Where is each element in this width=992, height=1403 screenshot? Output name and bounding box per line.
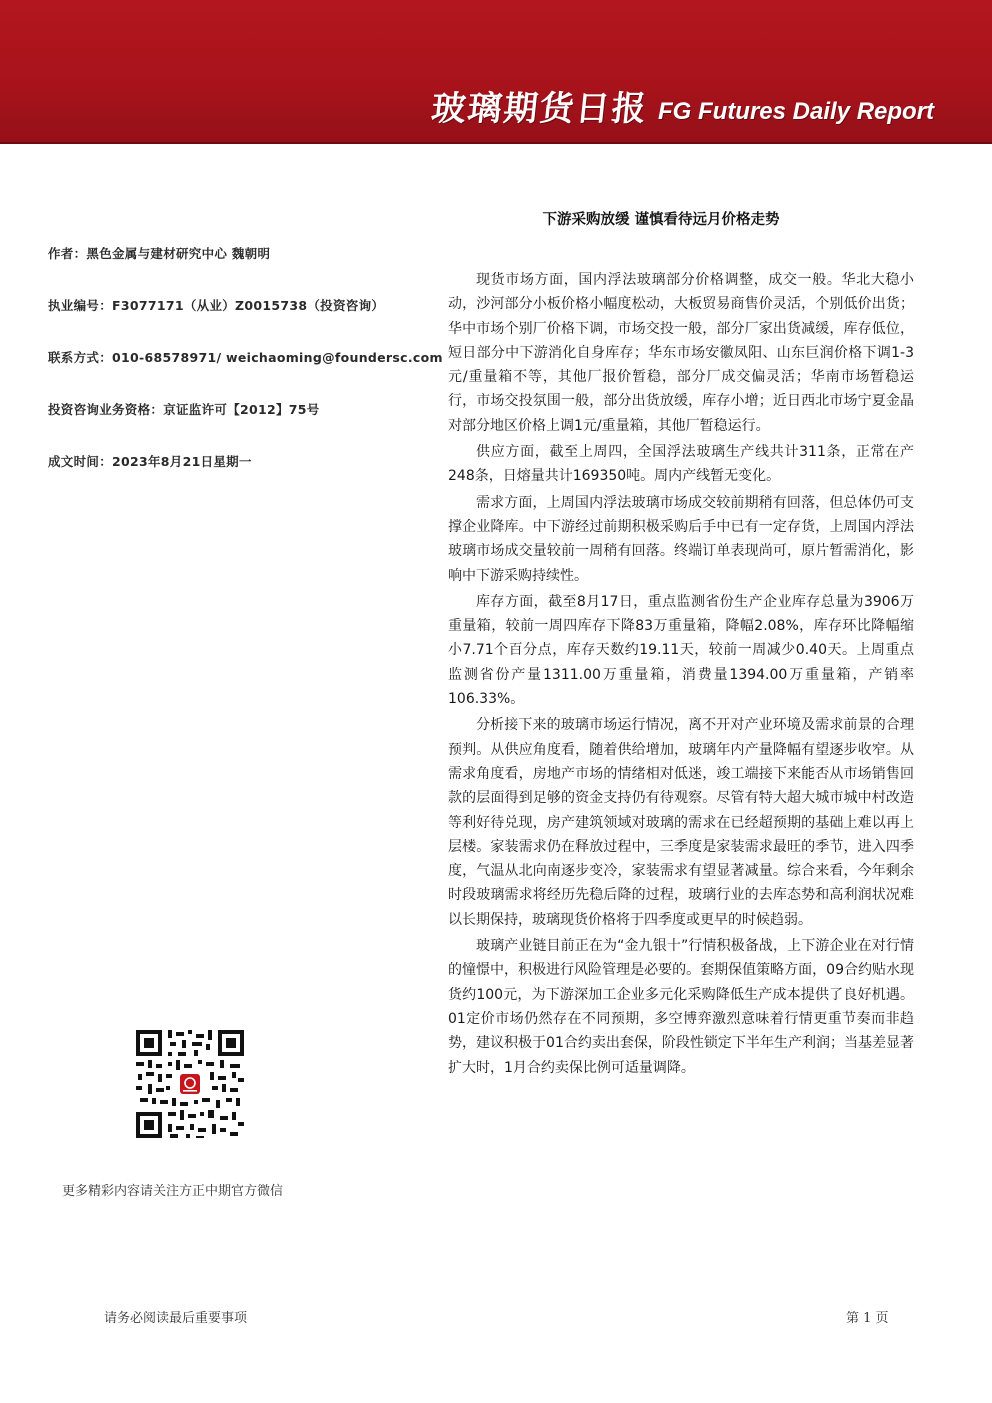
contact-line: 联系方式：010-68578971/ weichaoming@foundersc.com (48, 350, 443, 365)
paragraph-hedging-strategy: 玻璃产业链目前正在为“金九银十”行情积极备战，上下游企业在对行情的憧憬中，积极进行风险管理是必要的。套期保值策略方面，09合约贴水现货约100元，为下游深加工企业多元化采购降低生产成本提供了良好机遇。01定价市场仍然存在不同预期，多空博弈激烈意味着行情更重节奏而非趋势，建议积极于01合约卖出套保，阶段性锁定下半年生产利润；当基差显著扩大时，1月合约卖保比例可适量调降。 (448, 938, 914, 1076)
report-title-cn: 玻璃期货日报 (429, 89, 650, 129)
article-title: 下游采购放缓 谨慎看待远月价格走势 (542, 212, 780, 228)
paragraph-outlook: 分析接下来的玻璃市场运行情况，离不开对产业环境及需求前景的合理预判。从供应角度看，随着供给增加，玻璃年内产量降幅有望逐步收窄。从需求角度看，房地产市场的情绪相对低迷，竣工端接下来能否从市场销售回款的层面得到足够的资金支持仍有待观察。尽管有特大超大城市城中村改造等利好待兑现，房产建筑领域对玻璃的需求在已经超预期的基础上难以再上层楼。家装需求仍在释放过程中，三季度是家装需求最旺的季节，进入四季度，气温从北向南逐步变冷，家装需求有望显著减量。综合来看，今年剩余时段玻璃需求将经历先稳后降的过程，玻璃行业的去库态势和高利润状况难以长期保持，玻璃现货价格将于四季度或更早的时候趋弱。 (448, 717, 914, 928)
qr-caption: 更多精彩内容请关注方正中期官方微信 (62, 1184, 284, 1199)
publish-date-line: 成文时间：2023年8月21日星期一 (48, 454, 252, 469)
page-number: 第 1 页 (846, 1311, 889, 1326)
report-title (429, 86, 935, 130)
qualification-line: 投资咨询业务资格：京证监许可【2012】75号 (48, 402, 320, 417)
license-number-line: 执业编号：F3077171（从业）Z0015738（投资咨询） (48, 298, 385, 313)
author-line: 作者：黑色金属与建材研究中心 魏朝明 (48, 246, 271, 261)
paragraph-inventory: 库存方面，截至8月17日，重点监测省份生产企业库存总量为3906万重量箱，较前一周四库存下降83万重量箱，降幅2.08%，库存环比降幅缩小7.71个百分点，库存天数约19.11天，较前一周减少0.40天。上周重点监测省份产量1311.00万重量箱，消费量1394.00万重量箱，产销率106.33%。 (448, 593, 914, 708)
qr-code-icon (134, 1028, 246, 1140)
report-title-en: FG Futures Daily Report (658, 98, 935, 125)
header-divider (0, 142, 992, 144)
paragraph-supply: 供应方面，截至上周四，全国浮法玻璃生产线共计311条，正常在产248条，日熔量共计169350吨。周内产线暂无变化。 (448, 444, 914, 485)
article-body (448, 208, 914, 1082)
paragraph-spot-market: 现货市场方面，国内浮法玻璃部分价格调整，成交一般。华北大稳小动，沙河部分小板价格小幅度松动，大板贸易商售价灵活，个别低价出货；华中市场个别厂价格下调，市场交投一般，部分厂家出货减缓，库存低位，短日部分中下游消化自身库存；华东市场安徽凤阳、山东巨润价格下调1-3元/重量箱不等，其他厂报价暂稳，部分厂成交偏灵活；华南市场暂稳运行，市场交投氛围一般，部分出货放缓，库存小增；近日西北市场宁夏金晶对部分地区价格上调1元/重量箱，其他厂暂稳运行。 (448, 272, 914, 434)
paragraph-demand: 需求方面，上周国内浮法玻璃市场成交较前期稍有回落，但总体仍可支撑企业降库。中下游经过前期积极采购后手中已有一定存货，上周国内浮法玻璃市场成交量较前一周稍有回落。终端订单表现尚可，原片暂需消化，影响中下游采购持续性。 (448, 494, 914, 584)
author-info (48, 244, 443, 504)
footer-notice: 请务必阅读最后重要事项 (104, 1311, 248, 1326)
